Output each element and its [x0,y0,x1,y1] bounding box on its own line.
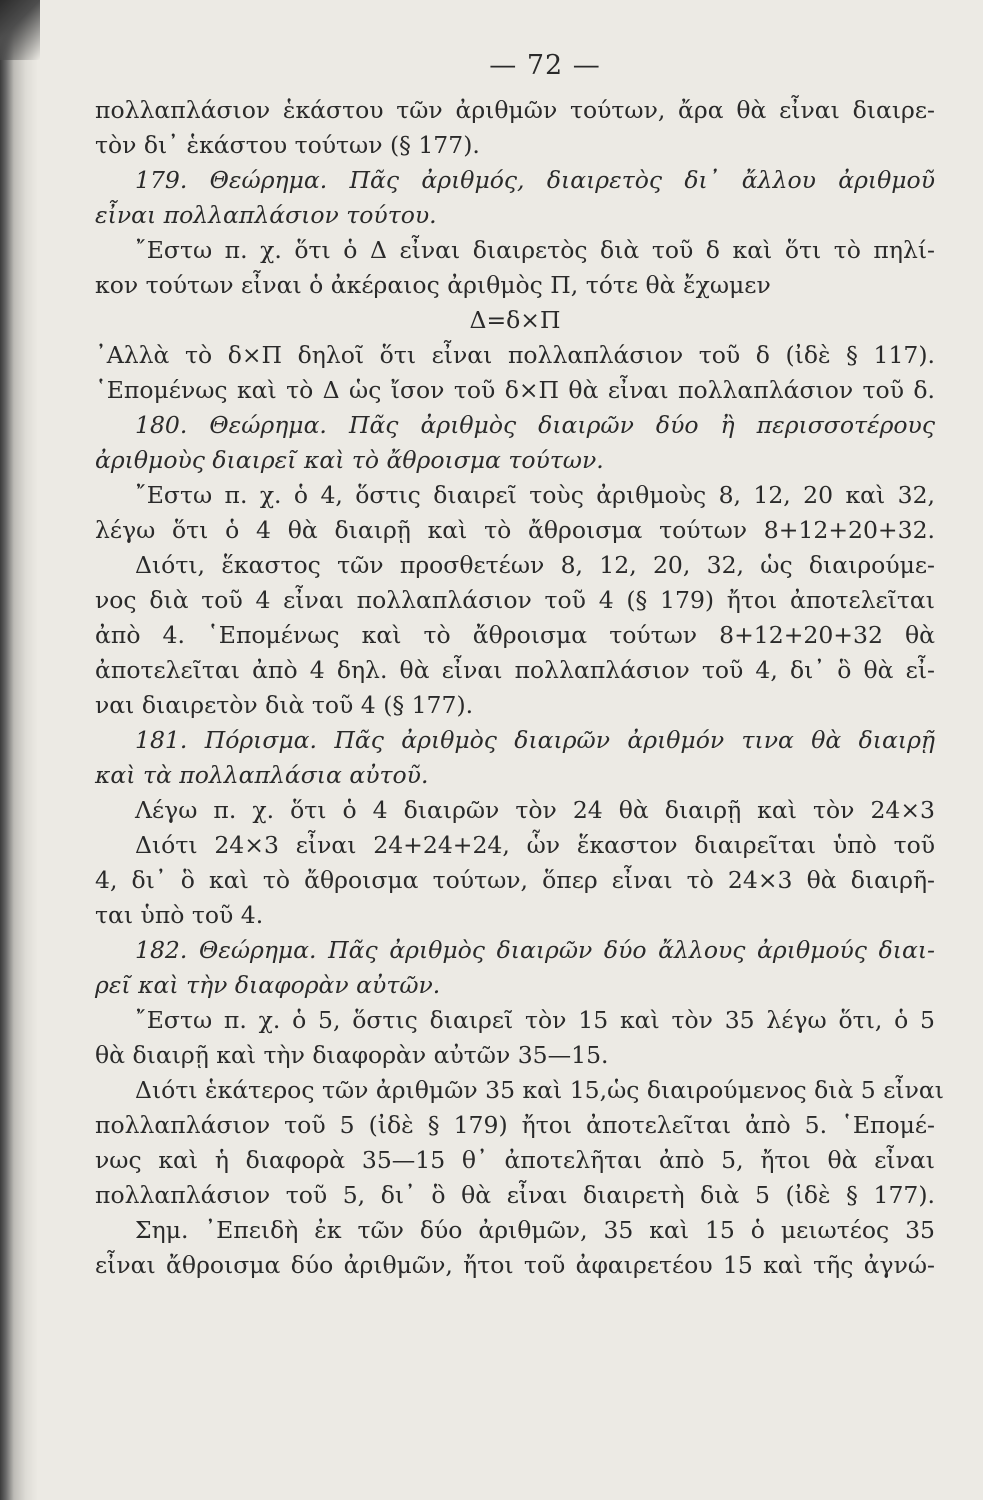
text-line: Διότι 24×3 εἶναι 24+24+24, ὧν ἕκαστον διαιρεῖται ὑπὸ τοῦ [135,831,935,859]
scan-binding-shadow [0,0,38,1500]
text-line: ῎Εστω π. χ. ὁ 5, ὅστις διαιρεῖ τὸν 15 καὶ τὸν 35 λέγω ὅτι, ὁ 5 [135,1006,935,1034]
theorem-heading: 179. Θεώρημα. Πᾶς ἀριθμός, διαιρετὸς δι᾽ ἄλλου ἀριθμοῦ [135,166,935,194]
text-line: πολλαπλάσιον ἑκάστου τῶν ἀριθμῶν τούτων, ἄρα θὰ εἶναι διαιρε- [95,96,935,124]
scan-corner-shadow [0,0,40,60]
text-line: πολλαπλάσιον τοῦ 5, δι᾽ ὃ θὰ εἶναι διαιρετὴ διὰ 5 (ἰδὲ § 177). [95,1181,935,1209]
note-line: Σημ. ᾽Επειδὴ ἐκ τῶν δύο ἀριθμῶν, 35 καὶ 15 ὁ μειωτέος 35 [135,1216,935,1244]
text-line: Διότι, ἕκαστος τῶν προσθετέων 8, 12, 20, 32, ὡς διαιρούμε- [135,551,935,579]
text-line: Λέγω π. χ. ὅτι ὁ 4 διαιρῶν τὸν 24 θὰ διαιρῇ καὶ τὸν 24×3 [135,796,935,824]
theorem-heading: 182. Θεώρημα. Πᾶς ἀριθμὸς διαιρῶν δύο ἄλλους ἀριθμούς διαι- [135,936,935,964]
equation: Δ=δ×Π [469,306,561,334]
text-line: νως καὶ ἡ διαφορὰ 35—15 θ᾽ ἀποτελῆται ἀπὸ 5, ἤτοι θὰ εἶναι [95,1146,935,1174]
text-line: ται ὑπὸ τοῦ 4. [95,901,264,929]
text-line: εἶναι ἄθροισμα δύο ἀριθμῶν, ἤτοι τοῦ ἀφαιρετέου 15 καὶ τῆς ἀγνώ- [95,1251,935,1279]
theorem-text: εἶναι πολλαπλάσιον τούτου. [95,201,437,229]
text-line: πολλαπλάσιον τοῦ 5 (ἰδὲ § 179) ἤτοι ἀποτελεῖται ἀπὸ 5. ῾Επομέ- [95,1111,935,1139]
page-number: — 72 — [489,50,601,81]
corollary-heading: 181. Πόρισμα. Πᾶς ἀριθμὸς διαιρῶν ἀριθμόν τινα θὰ διαιρῇ [135,726,935,754]
theorem-heading: 180. Θεώρημα. Πᾶς ἀριθμὸς διαιρῶν δύο ἢ περισσοτέρους [135,411,935,439]
text-line: ἀποτελεῖται ἀπὸ 4 δηλ. θὰ εἶναι πολλαπλάσιον τοῦ 4, δι᾽ ὃ θὰ εἶ- [95,656,935,684]
text-line: ῎Εστω π. χ. ὅτι ὁ Δ εἶναι διαιρετὸς διὰ τοῦ δ καὶ ὅτι τὸ πηλί- [135,236,935,264]
text-line: ῎Εστω π. χ. ὁ 4, ὅστις διαιρεῖ τοὺς ἀριθμοὺς 8, 12, 20 καὶ 32, [135,481,935,509]
text-line: ναι διαιρετὸν διὰ τοῦ 4 (§ 177). [95,691,474,719]
text-line: τὸν δι᾽ ἑκάστου τούτων (§ 177). [95,131,480,159]
theorem-text: ἀριθμοὺς διαιρεῖ καὶ τὸ ἄθροισμα τούτων. [95,446,604,474]
text-line: ᾽Αλλὰ τὸ δ×Π δηλοῖ ὅτι εἶναι πολλαπλάσιον τοῦ δ (ἰδὲ § 117). [95,341,935,369]
book-page [95,50,944,1460]
text-line: ῾Επομένως καὶ τὸ Δ ὡς ἴσον τοῦ δ×Π θὰ εἶναι πολλαπλάσιον τοῦ δ. [95,376,935,404]
corollary-text: καὶ τὰ πολλαπλάσια αὐτοῦ. [95,761,429,789]
text-line: Διότι ἑκάτερος τῶν ἀριθμῶν 35 καὶ 15,ὡς διαιρούμενος διὰ 5 εἶναι [135,1076,944,1104]
text-line: ἀπὸ 4. ῾Επομένως καὶ τὸ ἄθροισμα τούτων 8+12+20+32 θὰ [95,621,935,649]
text-line: λέγω ὅτι ὁ 4 θὰ διαιρῇ καὶ τὸ ἄθροισμα τούτων 8+12+20+32. [95,516,935,544]
theorem-text: ρεῖ καὶ τὴν διαφορὰν αὐτῶν. [95,971,441,999]
text-line: 4, δι᾽ ὃ καὶ τὸ ἄθροισμα τούτων, ὅπερ εἶναι τὸ 24×3 θὰ διαιρῆ- [95,866,935,894]
text-line: κον τούτων εἶναι ὁ ἀκέραιος ἀριθμὸς Π, τότε θὰ ἔχωμεν [95,271,771,299]
text-line: νος διὰ τοῦ 4 εἶναι πολλαπλάσιον τοῦ 4 (§ 179) ἤτοι ἀποτελεῖται [95,586,935,614]
text-line: θὰ διαιρῇ καὶ τὴν διαφορὰν αὐτῶν 35—15. [95,1041,609,1069]
